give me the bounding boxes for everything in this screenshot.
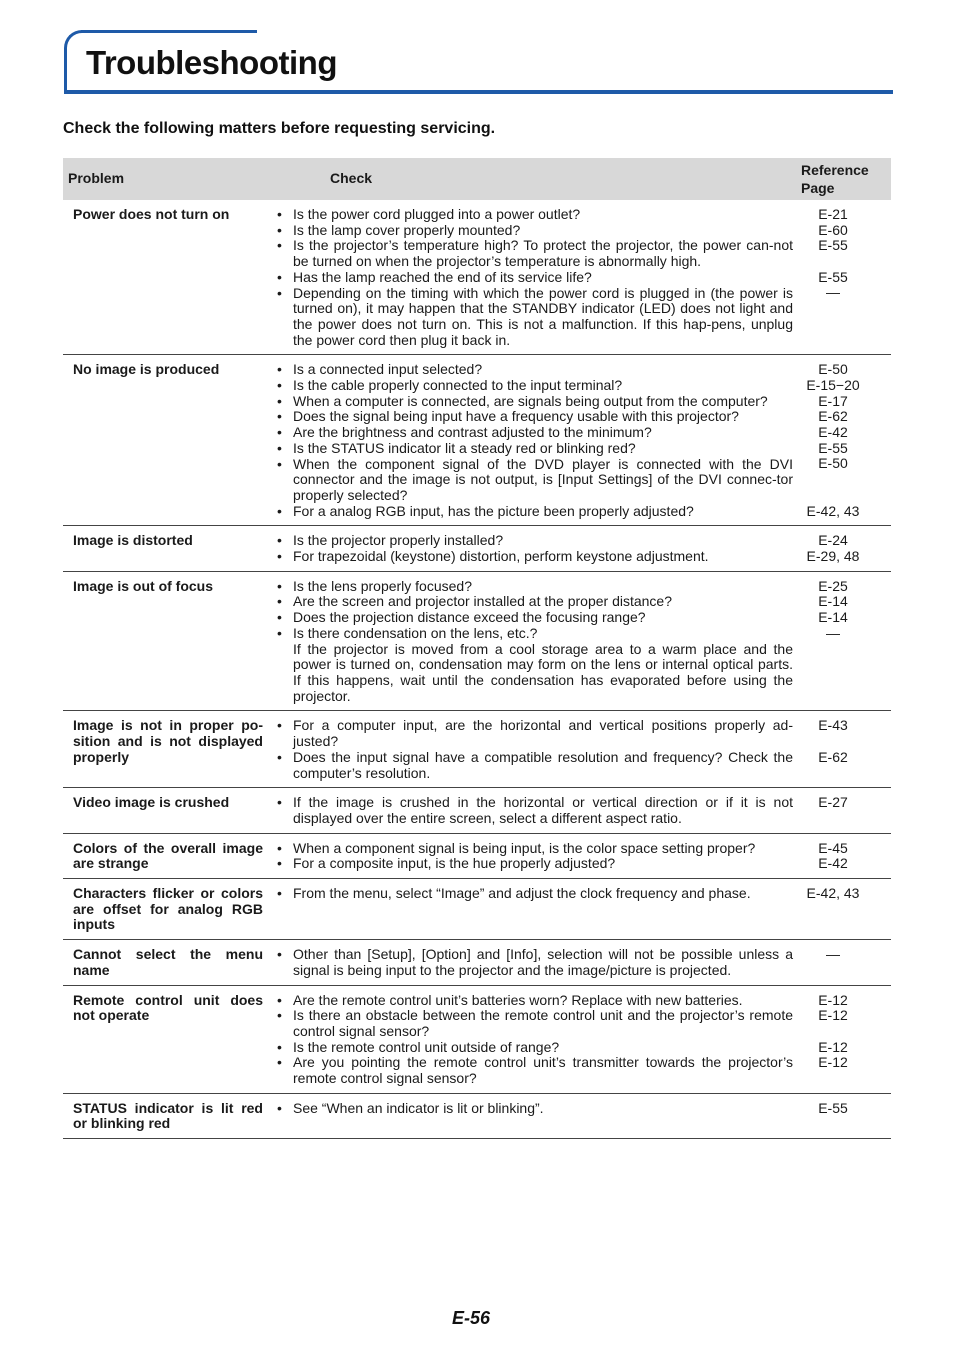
check-list [273,886,793,902]
page-number: E-56 [452,1308,491,1328]
reference-cell [793,985,891,1093]
check-item: • Is the remote control unit outside of range? [273,1040,793,1056]
reference-page: E-27 [818,794,848,811]
reference-page: E-62 [818,748,848,765]
problem-cell: STATUS indicator is lit red or blinking red [63,1093,273,1138]
reference-page [793,1024,873,1040]
table-row [63,355,891,526]
reference-page [793,734,873,750]
check-cell [273,200,793,355]
reference-page: E-43 [818,717,848,734]
reference-cell [793,940,891,985]
reference-page: E-25 [818,577,848,594]
check-cell [273,526,793,571]
check-item: • Depending on the timing with which the power cord is plugged in (the power is turned on), it may happen that the STANDBY indicator (LED) does not light and the power does not turn on. This is not a malfunction. If this hap-pens, unplug the power cord then plug it back in. [273,286,793,349]
check-cell [273,879,793,940]
table-row [63,985,891,1093]
check-item: • Has the lamp reached the end of its service life? [273,270,793,286]
reference-page: E-14 [818,609,848,626]
check-item: • See “When an indicator is lit or blinking”. [273,1101,793,1117]
reference-page: E-42, 43 [806,885,860,902]
title-frame-gap [257,30,893,33]
reference-cell [793,355,891,526]
table-header-row [63,158,891,200]
table-row [63,526,891,571]
check-item: • Is there condensation on the lens, etc.? [273,626,793,642]
reference-page: E-55 [818,1099,848,1116]
reference-page: E-12 [818,1038,848,1055]
problem-cell: Image is not in proper po-sition and is not displayed properly [63,711,273,788]
reference-page: E-42, 43 [806,502,860,519]
check-item: • From the menu, select “Image” and adjust the clock frequency and phase. [273,886,793,902]
header-problem: Problem [63,158,273,200]
reference-page [793,472,873,488]
check-list [273,533,793,564]
reference-page: E-42 [818,424,848,441]
problem-cell: Video image is crushed [63,788,273,833]
check-item: • When a component signal is being input, is the color space setting proper? [273,841,793,857]
check-list [273,795,793,826]
problem-cell: Colors of the overall image are strange [63,833,273,878]
check-list [273,947,793,978]
check-item: • Are you pointing the remote control unit’s transmitter towards the projector’s remote control signal sensor? [273,1055,793,1086]
reference-cell [793,571,891,711]
reference-cell [793,833,891,878]
check-item: • Are the brightness and contrast adjusted to the minimum? [273,425,793,441]
reference-page: — [826,284,840,301]
check-item: • For a computer input, are the horizontal and vertical positions properly ad-justed? [273,718,793,749]
check-cell [273,355,793,526]
reference-page: E-50 [818,455,848,472]
check-item-continuation: If the projector is moved from a cool storage area to a warm place and the power is turned on, condensation may form on the lens or internal optical parts. If this happens, wait until the condensation has evaporated before using the projector. [293,640,793,704]
reference-page: E-55 [818,268,848,285]
reference-page: E-14 [818,593,848,610]
check-item: • For trapezoidal (keystone) distortion, perform keystone adjustment. [273,549,793,565]
reference-cell [793,526,891,571]
check-cell [273,985,793,1093]
check-item: • Are the remote control unit’s batteries worn? Replace with new batteries. [273,993,793,1009]
reference-cell [793,879,891,940]
check-item: • Is the power cord plugged into a power outlet? [273,207,793,223]
check-item: • When a computer is connected, are signals being output from the computer? [273,394,793,410]
check-item: • Is the projector’s temperature high? To protect the projector, the power can-not be turned on when the projector’s temperature is abnormally high. [273,238,793,269]
reference-page: E-29, 48 [806,548,860,565]
table-row [63,1093,891,1138]
check-item: • Is the projector properly installed? [273,533,793,549]
check-item: • Does the projection distance exceed the focusing range? [273,610,793,626]
problem-cell: Image is out of focus [63,571,273,711]
check-item: • When the component signal of the DVD player is connected with the DVI connector and the image is not output, is [Input Settings] of the DVI connec-tor properly selected? [273,457,793,504]
reference-page: E-45 [818,839,848,856]
check-item: • Are the screen and projector installed at the proper distance? [273,594,793,610]
check-list [273,579,793,705]
reference-cell [793,200,891,355]
reference-page: E-60 [818,221,848,238]
check-cell [273,711,793,788]
check-item: • Is the lens properly focused? [273,579,793,595]
problem-cell: No image is produced [63,355,273,526]
problem-cell: Power does not turn on [63,200,273,355]
reference-page: E-21 [818,206,848,222]
section-subtitle: Check the following matters before requesting servicing. [63,120,496,137]
table-body [63,200,891,1139]
check-list [273,362,793,519]
reference-page: E-55 [818,237,848,254]
check-item: • Is there an obstacle between the remote control unit and the projector’s remote control signal sensor? [273,1008,793,1039]
reference-page: E-17 [818,392,848,409]
reference-page [793,254,873,270]
check-item: • Is the lamp cover properly mounted? [273,223,793,239]
reference-page: E-50 [818,361,848,378]
reference-page [793,488,873,504]
reference-page: E-12 [818,1054,848,1071]
problem-cell: Cannot select the menu name [63,940,273,985]
header-reference-page: Reference Page [793,158,891,200]
page-title: Troubleshooting [86,44,337,81]
header-check: Check [273,158,793,200]
reference-page: E-62 [818,408,848,425]
check-item: • Other than [Setup], [Option] and [Info], selection will not be possible unless a signal is being input to the projector and the image/picture is projected. [273,947,793,978]
problem-cell: Remote control unit does not operate [63,985,273,1093]
check-item: • For a composite input, is the hue properly adjusted? [273,856,793,872]
reference-page: E-15−20 [806,377,860,394]
table-row [63,879,891,940]
check-item: • Is the cable properly connected to the input terminal? [273,378,793,394]
check-list [273,207,793,348]
check-list [273,993,793,1087]
check-list [273,718,793,781]
table-row [63,833,891,878]
troubleshooting-table [63,158,891,1139]
check-list [273,841,793,872]
table-row [63,788,891,833]
check-cell [273,833,793,878]
problem-cell: Image is distorted [63,526,273,571]
table-row [63,571,891,711]
check-item: • Does the signal being input have a frequency usable with this projector? [273,409,793,425]
table-row [63,200,891,355]
reference-cell [793,1093,891,1138]
reference-page: — [826,624,840,641]
check-cell [273,571,793,711]
reference-page: E-12 [818,1007,848,1024]
check-cell [273,940,793,985]
check-list [273,1101,793,1117]
check-cell [273,788,793,833]
check-item: • Does the input signal have a compatible resolution and frequency? Check the computer’s resolution. [273,750,793,781]
reference-page: E-12 [818,991,848,1008]
check-item: • For a analog RGB input, has the picture been properly adjusted? [273,504,793,520]
reference-cell [793,711,891,788]
problem-cell: Characters flicker or colors are offset for analog RGB inputs [63,879,273,940]
check-item: • Is the STATUS indicator lit a steady red or blinking red? [273,441,793,457]
table-row [63,940,891,985]
check-cell [273,1093,793,1138]
reference-page: E-55 [818,439,848,456]
reference-page: E-24 [818,532,848,549]
reference-page: — [826,946,840,963]
table-row [63,711,891,788]
check-item: • Is a connected input selected? [273,362,793,378]
check-item: • If the image is crushed in the horizontal or vertical direction or if it is not displayed over the entire screen, select a different aspect ratio. [273,795,793,826]
reference-cell [793,788,891,833]
reference-page: E-42 [818,855,848,872]
